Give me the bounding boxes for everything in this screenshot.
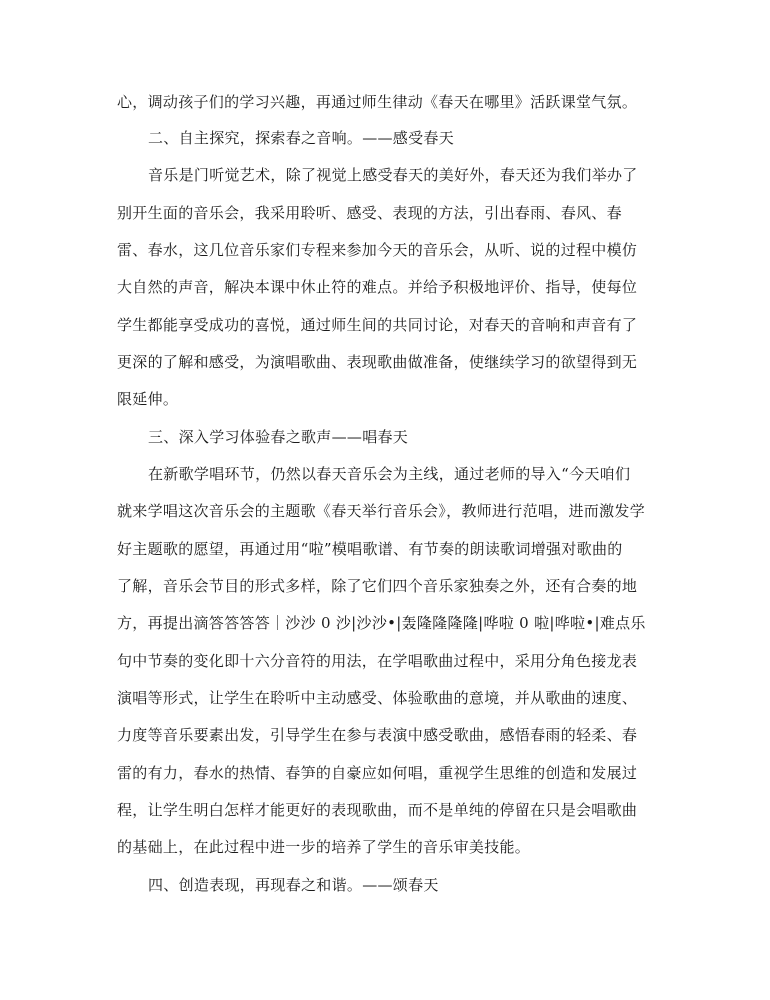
body-text-line: 演唱等形式，让学生在聆听中主动感受、体验歌曲的意境，并从歌曲的速度、 (117, 689, 638, 707)
rhythm-notation-line: 方，再提出滴答答答答｜沙沙 0 沙|沙沙•|轰隆隆隆隆|哗啦 0 啦|哗啦•|难点乐 (117, 614, 646, 632)
body-text-line: 学生都能享受成功的喜悦，通过师生间的共同讨论，对春天的音响和声音有了 (117, 316, 638, 334)
body-text-line: 雷、春水，这几位音乐家们专程来参加今天的音乐会，从听、说的过程中模仿 (117, 241, 638, 259)
body-text-line: 音乐是门听觉艺术，除了视觉上感受春天的美好外，春天还为我们举办了 (148, 166, 638, 184)
body-text-line: 在新歌学唱环节，仍然以春天音乐会为主线，通过老师的导入“今天咱们 (148, 465, 631, 483)
body-text-line: 的基础上，在此过程中进一步的培养了学生的音乐审美技能。 (117, 838, 531, 856)
body-text-line: 大自然的声音，解决本课中休止符的难点。并给予积极地评价、指导，使每位 (117, 278, 638, 296)
body-text-line: 心，调动孩子们的学习兴趣，再通过师生律动《春天在哪里》活跃课堂气氛。 (117, 93, 638, 111)
body-text-line: 就来学唱这次音乐会的主题歌《春天举行音乐会》，教师进行范唱，进而激发学 (117, 502, 646, 520)
body-text-line: 别开生面的音乐会，我采用聆听、感受、表现的方法，引出春雨、春风、春 (117, 204, 622, 222)
body-text-line: 更深的了解和感受，为演唱歌曲、表现歌曲做准备，使继续学习的欲望得到无 (117, 353, 638, 371)
section-heading-4: 四、创造表现，再现春之和谐。——颂春天 (148, 876, 439, 894)
body-text-line: 雷的有力，春水的热情、春笋的自豪应如何唱，重视学生思维的创造和发展过 (117, 764, 638, 782)
section-heading-2: 二、自主探究，探索春之音响。——感受春天 (148, 129, 455, 147)
section-heading-3: 三、深入学习体验春之歌声——唱春天 (148, 428, 409, 446)
body-text-line: 限延伸。 (117, 390, 179, 408)
body-text-line: 力度等音乐要素出发，引导学生在参与表演中感受歌曲，感悟春雨的轻柔、春 (117, 726, 638, 744)
body-text-line: 了解，音乐会节目的形式多样，除了它们四个音乐家独奏之外，还有合奏的地 (117, 577, 638, 595)
body-text-line: 好主题歌的愿望，再通过用“啦”模唱歌谱、有节奏的朗读歌词增强对歌曲的 (117, 540, 623, 558)
body-text-line: 程，让学生明白怎样才能更好的表现歌曲，而不是单纯的停留在只是会唱歌曲 (117, 801, 638, 819)
body-text-line: 句中节奏的变化即十六分音符的用法，在学唱歌曲过程中，采用分角色接龙表 (117, 652, 638, 670)
